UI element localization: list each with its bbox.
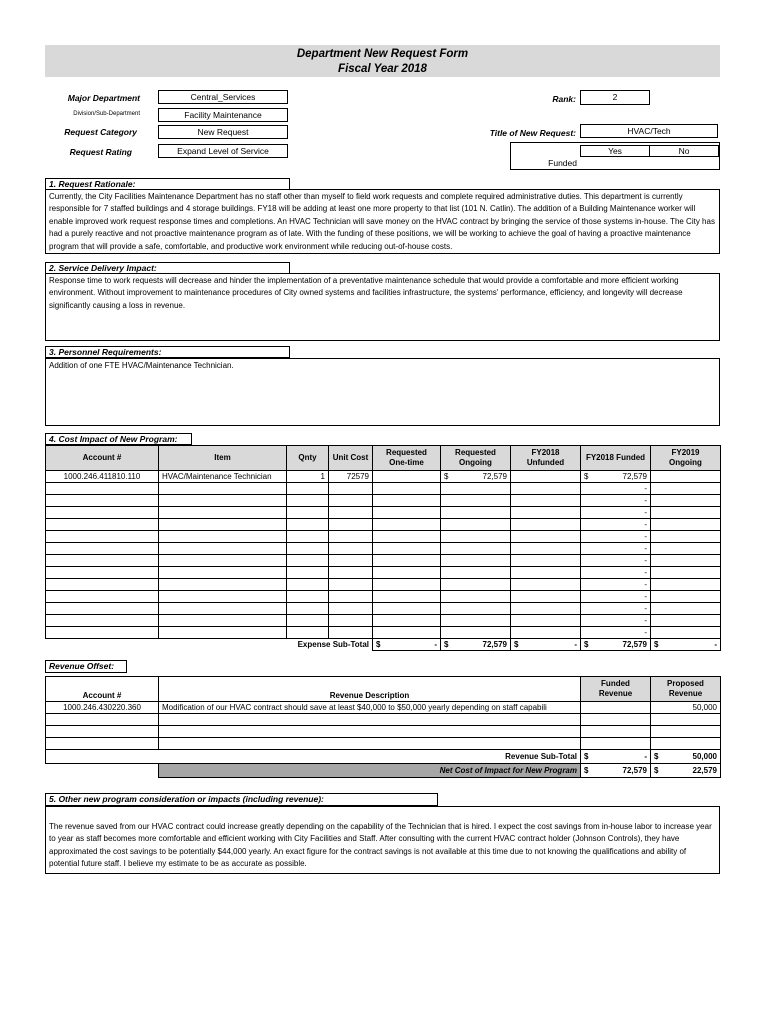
subtotal-ongoing [441, 639, 511, 651]
table-row [46, 738, 721, 750]
col-unit-cost: Unit Cost [329, 446, 373, 471]
item-cell[interactable]: HVAC/Maintenance Technician [159, 471, 287, 483]
onetime-cell[interactable] [373, 579, 441, 591]
table-row [46, 603, 721, 615]
personnel-heading: 3. Personnel Requirements: [45, 346, 290, 358]
item-cell[interactable] [159, 627, 287, 639]
funded-cell[interactable]: - [581, 555, 651, 567]
table-row [46, 471, 721, 483]
table-row [46, 543, 721, 555]
table-row [46, 627, 721, 639]
funded-yes-option[interactable]: Yes [580, 145, 650, 157]
unfunded-cell[interactable] [511, 471, 581, 483]
dollar-sign: $ [584, 765, 589, 775]
fy2019-cell[interactable] [651, 519, 721, 531]
col-account: Account # [46, 446, 159, 471]
account-cell[interactable] [46, 483, 159, 495]
fiscal-year: Fiscal Year 2018 [338, 63, 427, 75]
subtotal-unfunded-value: - [574, 639, 577, 649]
unit-cost-cell[interactable] [329, 543, 373, 555]
onetime-cell[interactable] [373, 531, 441, 543]
item-cell[interactable] [159, 603, 287, 615]
table-row [46, 495, 721, 507]
rev-subtotal-funded-value: - [644, 751, 647, 761]
dollar-sign: $ [654, 751, 659, 761]
subtotal-funded [581, 639, 651, 651]
table-row [46, 591, 721, 603]
account-cell[interactable] [46, 567, 159, 579]
unfunded-cell[interactable] [511, 495, 581, 507]
qnty-cell[interactable] [287, 591, 329, 603]
qnty-cell[interactable] [287, 579, 329, 591]
cost-table [45, 445, 721, 651]
account-cell[interactable] [46, 591, 159, 603]
dollar-sign: $ [654, 765, 659, 775]
cost-impact-heading: 4. Cost Impact of New Program: [45, 433, 192, 445]
rev-subtotal-proposed-value: 50,000 [692, 751, 717, 761]
other-impacts-text[interactable]: The revenue saved from our HVAC contract could increase greatly depending on the capability of the Technician that is hired. I expect the cost savings from in-house labor to increase year to year as staff becomes more comfortable and efficient working with City Facilities and Staff. After consulting with the current HVAC contract holder (Johnson Controls), they have approximated the cost savings to be potentially $44,000 yearly. An exact figure for the contract savings is not available at this time due to not knowing the qualifications and ability of potential future staff. I believe my estimate to be as accurate as possible. [45, 806, 720, 874]
funded-cell[interactable]: - [581, 615, 651, 627]
dollar-sign: $ [444, 639, 449, 649]
unit-cost-cell[interactable] [329, 579, 373, 591]
form-title-band [45, 45, 720, 77]
division-label: Division/Sub-Department [73, 111, 140, 117]
ongoing-cell[interactable] [441, 507, 511, 519]
col-requested-onetime: Requested One-time [373, 446, 441, 471]
ongoing-cell[interactable] [441, 591, 511, 603]
rev-description-cell[interactable] [159, 714, 581, 726]
rev-col-funded: Funded Revenue [581, 677, 651, 702]
ongoing-cell[interactable] [441, 483, 511, 495]
account-cell[interactable] [46, 519, 159, 531]
unfunded-cell[interactable] [511, 483, 581, 495]
title-of-request-label: Title of New Request: [489, 128, 576, 138]
rev-col-description: Revenue Description [159, 677, 581, 702]
col-requested-ongoing: Requested Ongoing [441, 446, 511, 471]
funded-cell[interactable]: - [581, 495, 651, 507]
table-row [46, 567, 721, 579]
dollar-sign: $ [584, 751, 589, 761]
title-of-request-field[interactable]: HVAC/Tech [580, 124, 718, 138]
net-proposed [651, 764, 721, 778]
onetime-cell[interactable] [373, 507, 441, 519]
table-row [46, 702, 721, 714]
qnty-cell[interactable] [287, 603, 329, 615]
ongoing-cell[interactable] [441, 567, 511, 579]
ongoing-cell[interactable] [441, 627, 511, 639]
service-impact-heading: 2. Service Delivery Impact: [45, 262, 290, 274]
subtotal-unfunded [511, 639, 581, 651]
account-cell[interactable] [46, 543, 159, 555]
fy2019-cell[interactable] [651, 543, 721, 555]
table-row [46, 483, 721, 495]
col-fy2019-ongoing: FY2019 Ongoing [651, 446, 721, 471]
rev-account-cell[interactable] [46, 714, 159, 726]
account-cell[interactable] [46, 495, 159, 507]
qnty-cell[interactable] [287, 519, 329, 531]
revenue-subtotal-row [46, 750, 721, 764]
qnty-cell[interactable] [287, 507, 329, 519]
fy2019-cell[interactable] [651, 627, 721, 639]
unit-cost-cell[interactable] [329, 519, 373, 531]
rev-proposed-cell[interactable] [651, 714, 721, 726]
rev-subtotal-proposed [651, 750, 721, 764]
unit-cost-cell[interactable] [329, 627, 373, 639]
rev-proposed-cell[interactable] [651, 738, 721, 750]
fy2019-cell[interactable] [651, 507, 721, 519]
table-row [46, 519, 721, 531]
onetime-cell[interactable] [373, 603, 441, 615]
item-cell[interactable] [159, 555, 287, 567]
fy2019-cell[interactable] [651, 579, 721, 591]
unfunded-cell[interactable] [511, 567, 581, 579]
fy2019-cell[interactable] [651, 615, 721, 627]
request-rating-field[interactable]: Expand Level of Service [158, 144, 288, 158]
unit-cost-cell[interactable] [329, 567, 373, 579]
rev-subtotal-funded [581, 750, 651, 764]
rev-account-cell[interactable] [46, 738, 159, 750]
unit-cost-cell[interactable]: 72579 [329, 471, 373, 483]
unit-cost-cell[interactable] [329, 483, 373, 495]
service-impact-text[interactable]: Response time to work requests will decrease and hinder the implementation of a preventative maintenance schedule that would provide a comfortable and more efficient working environment. Without improvement to maintenance procedures of City owned systems and facilities infrastructure, the systems' performance, efficiency, and longevity will decrease significantly causing a loss in revenue. [45, 273, 720, 341]
col-qnty: Qnty [287, 446, 329, 471]
form-title: Department New Request Form [296, 48, 469, 60]
dollar-sign: $ [376, 639, 381, 649]
rank-field[interactable]: 2 [580, 90, 650, 105]
net-proposed-value: 22,579 [692, 765, 717, 775]
fy2019-cell[interactable] [651, 483, 721, 495]
fy2019-cell[interactable] [651, 555, 721, 567]
rev-funded-cell[interactable] [581, 738, 651, 750]
rev-proposed-cell[interactable]: 50,000 [651, 702, 721, 714]
ongoing-cell[interactable] [441, 495, 511, 507]
item-cell[interactable] [159, 615, 287, 627]
table-row [46, 507, 721, 519]
onetime-cell[interactable] [373, 567, 441, 579]
expense-subtotal-label: Expense Sub-Total [46, 639, 373, 651]
table-row [46, 579, 721, 591]
onetime-cell[interactable] [373, 555, 441, 567]
ongoing-cell[interactable] [441, 555, 511, 567]
rev-description-cell[interactable] [159, 726, 581, 738]
qnty-cell[interactable] [287, 543, 329, 555]
ongoing-cell[interactable] [441, 579, 511, 591]
subtotal-onetime-value: - [434, 639, 437, 649]
subtotal-ongoing-value: 72,579 [482, 639, 507, 649]
onetime-cell[interactable] [373, 627, 441, 639]
unit-cost-cell[interactable] [329, 495, 373, 507]
col-fy2018-funded: FY2018 Funded [581, 446, 651, 471]
account-cell[interactable] [46, 531, 159, 543]
item-cell[interactable] [159, 543, 287, 555]
qnty-cell[interactable] [287, 615, 329, 627]
subtotal-onetime [373, 639, 441, 651]
net-funded-value: 72,579 [622, 765, 647, 775]
table-row [46, 555, 721, 567]
unfunded-cell[interactable] [511, 615, 581, 627]
item-cell[interactable] [159, 483, 287, 495]
rev-description-cell[interactable] [159, 738, 581, 750]
fy2019-cell[interactable] [651, 495, 721, 507]
unit-cost-cell[interactable] [329, 555, 373, 567]
rev-funded-cell[interactable] [581, 702, 651, 714]
onetime-cell[interactable] [373, 543, 441, 555]
account-cell[interactable] [46, 579, 159, 591]
funded-value: 72,579 [622, 471, 647, 481]
onetime-cell[interactable] [373, 591, 441, 603]
ongoing-cell[interactable] [441, 519, 511, 531]
personnel-text[interactable]: Addition of one FTE HVAC/Maintenance Technician. [45, 358, 720, 426]
unfunded-cell[interactable] [511, 555, 581, 567]
qnty-cell[interactable] [287, 531, 329, 543]
dollar-sign: $ [584, 471, 589, 481]
unit-cost-cell[interactable] [329, 603, 373, 615]
table-row [46, 531, 721, 543]
qnty-cell[interactable] [287, 627, 329, 639]
fy2019-cell[interactable] [651, 471, 721, 483]
funded-cell[interactable]: - [581, 627, 651, 639]
rationale-text[interactable]: Currently, the City Facilities Maintenance Department has no staff other than myself to field work requests and complete required administrative duties. This department is currently responsible for 7 staffed buildings and 4 storage buildings. FY18 will be adding at least one more property to that list (101 N. Catlin). The addition of a Building Maintenance worker will enable improved work request response times and completions. An HVAC Technician will save money on the HVAC contract by bringing the service of those systems in-house. The City has had a purely reactive and not proactive maintenance program as of late. With the funding of these positions, we will be working to achieve the goal of having a proactive maintenance program that will provide a safe, comfortable, and productive work environment while reducing out-of-house costs. [45, 189, 720, 254]
onetime-cell[interactable] [373, 495, 441, 507]
rev-proposed-cell[interactable] [651, 726, 721, 738]
account-cell[interactable]: 1000.246.411810.110 [46, 471, 159, 483]
net-cost-label: Net Cost of Impact for New Program [159, 764, 581, 778]
qnty-cell[interactable]: 1 [287, 471, 329, 483]
net-funded [581, 764, 651, 778]
rev-funded-cell[interactable] [581, 726, 651, 738]
funded-cell[interactable]: - [581, 603, 651, 615]
unfunded-cell[interactable] [511, 591, 581, 603]
rev-col-account: Account # [46, 677, 159, 702]
qnty-cell[interactable] [287, 567, 329, 579]
ongoing-cell[interactable] [441, 603, 511, 615]
ongoing-value: 72,579 [482, 471, 507, 481]
revenue-table [45, 676, 721, 778]
rev-account-cell[interactable] [46, 726, 159, 738]
rev-funded-cell[interactable] [581, 714, 651, 726]
other-impacts-heading: 5. Other new program consideration or impacts (including revenue): [45, 793, 438, 806]
funded-cell[interactable]: - [581, 579, 651, 591]
table-row [46, 714, 721, 726]
net-cost-row [46, 764, 721, 778]
net-spacer [46, 764, 159, 778]
funded-no-option[interactable]: No [649, 145, 719, 157]
rev-account-cell[interactable]: 1000.246.430220.360 [46, 702, 159, 714]
ongoing-cell[interactable] [441, 615, 511, 627]
rank-label: Rank: [552, 94, 576, 104]
onetime-cell[interactable] [373, 615, 441, 627]
item-cell[interactable] [159, 591, 287, 603]
col-fy2018-unfunded: FY2018 Unfunded [511, 446, 581, 471]
fy2019-cell[interactable] [651, 567, 721, 579]
fy2019-cell[interactable] [651, 531, 721, 543]
unfunded-cell[interactable] [511, 603, 581, 615]
major-department-label: Major Department [67, 93, 140, 103]
account-cell[interactable] [46, 555, 159, 567]
account-cell[interactable] [46, 627, 159, 639]
revenue-subtotal-label: Revenue Sub-Total [46, 750, 581, 764]
table-row [46, 726, 721, 738]
onetime-cell[interactable] [373, 483, 441, 495]
ongoing-cell[interactable] [441, 543, 511, 555]
col-item: Item [159, 446, 287, 471]
item-cell[interactable] [159, 495, 287, 507]
expense-subtotal-row [46, 639, 721, 651]
unfunded-cell[interactable] [511, 543, 581, 555]
account-cell[interactable] [46, 507, 159, 519]
account-cell[interactable] [46, 615, 159, 627]
subtotal-funded-value: 72,579 [622, 639, 647, 649]
funded-cell[interactable]: - [581, 507, 651, 519]
unit-cost-cell[interactable] [329, 615, 373, 627]
unit-cost-cell[interactable] [329, 531, 373, 543]
fy2019-cell[interactable] [651, 591, 721, 603]
request-category-field[interactable]: New Request [158, 125, 288, 139]
unfunded-cell[interactable] [511, 531, 581, 543]
request-rating-label: Request Rating [69, 147, 132, 157]
funded-cell[interactable] [581, 471, 651, 483]
onetime-cell[interactable] [373, 519, 441, 531]
account-cell[interactable] [46, 603, 159, 615]
ongoing-cell[interactable] [441, 471, 511, 483]
dollar-sign: $ [444, 471, 449, 481]
revenue-offset-heading: Revenue Offset: [45, 660, 127, 673]
unfunded-cell[interactable] [511, 507, 581, 519]
funded-cell[interactable]: - [581, 519, 651, 531]
subtotal-fy2019-value: - [714, 639, 717, 649]
qnty-cell[interactable] [287, 495, 329, 507]
unfunded-cell[interactable] [511, 627, 581, 639]
unfunded-cell[interactable] [511, 579, 581, 591]
item-cell[interactable] [159, 579, 287, 591]
unit-cost-cell[interactable] [329, 591, 373, 603]
qnty-cell[interactable] [287, 483, 329, 495]
funded-cell[interactable]: - [581, 483, 651, 495]
item-cell[interactable] [159, 531, 287, 543]
request-category-label: Request Category [64, 127, 137, 137]
dollar-sign: $ [584, 639, 589, 649]
major-department-field[interactable]: Central_Services [158, 90, 288, 104]
funded-cell[interactable]: - [581, 567, 651, 579]
subtotal-fy2019 [651, 639, 721, 651]
funded-cell[interactable]: - [581, 591, 651, 603]
division-field[interactable]: Facility Maintenance [158, 108, 288, 122]
onetime-cell[interactable] [373, 471, 441, 483]
table-row [46, 615, 721, 627]
rev-col-proposed: Proposed Revenue [651, 677, 721, 702]
ongoing-cell[interactable] [441, 531, 511, 543]
item-cell[interactable] [159, 567, 287, 579]
dollar-sign: $ [514, 639, 519, 649]
fy2019-cell[interactable] [651, 603, 721, 615]
item-cell[interactable] [159, 507, 287, 519]
funded-label: Funded [548, 158, 577, 168]
funded-cell[interactable]: - [581, 531, 651, 543]
unit-cost-cell[interactable] [329, 507, 373, 519]
dollar-sign: $ [654, 639, 659, 649]
unfunded-cell[interactable] [511, 519, 581, 531]
item-cell[interactable] [159, 519, 287, 531]
qnty-cell[interactable] [287, 555, 329, 567]
rationale-heading: 1. Request Rationale: [45, 178, 290, 190]
rev-description-cell[interactable]: Modification of our HVAC contract should save at least $40,000 to $50,000 yearly depending on staff capabili [159, 702, 581, 714]
funded-cell[interactable]: - [581, 543, 651, 555]
